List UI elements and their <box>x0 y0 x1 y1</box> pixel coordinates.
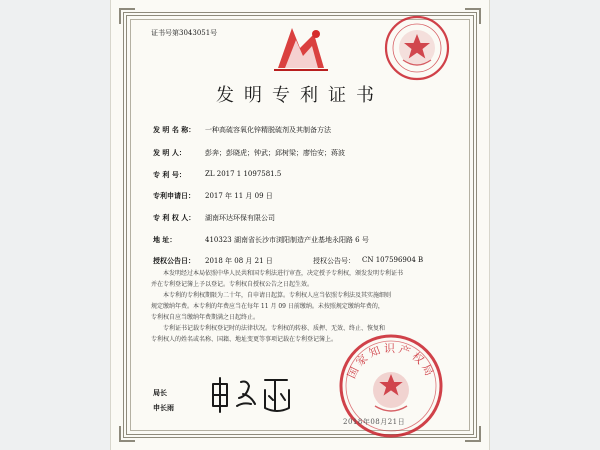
director-title-label: 局长 <box>153 388 167 397</box>
body-paragraph-line: 专利权自应当缴纳年费期满之日起终止。 <box>151 314 260 321</box>
patent-certificate <box>111 0 489 450</box>
address: 410323 湖南省长沙市浏阳制造产业基地永阳路 6 号 <box>205 236 369 244</box>
seal-date: 2018年08月21日 <box>343 418 406 426</box>
invention-name-label: 发 明 名 称： <box>153 125 196 134</box>
director-name: 申长雨 <box>153 403 174 412</box>
grant-date: 2018 年 08 月 21 日 <box>205 257 273 265</box>
corner-ornament <box>465 8 481 24</box>
certificate-title: 发明专利证书 <box>216 85 384 106</box>
corner-ornament <box>119 8 135 24</box>
body-paragraph-line: 本发明经过本局依照中华人民共和国专利法进行审查，决定授予专利权，颁发发明专利证书 <box>163 270 404 277</box>
grant-number: CN 107596904 B <box>362 256 424 264</box>
inventors: 彭奔；彭晓虎；钟武；邱树梁；廖怡安；蒋波 <box>205 149 345 157</box>
body-paragraph-line: 本专利的专利权期限为二十年，自申请日起算。专利权人应当依照专利法及其实施细则 <box>163 292 392 299</box>
certificate-number: 证书号第3043051号 <box>151 29 218 37</box>
anti-counterfeit-seal-icon <box>381 12 453 84</box>
corner-ornament <box>465 426 481 442</box>
patent-number: ZL 2017 1 1097581.5 <box>205 170 282 178</box>
grant-number-label: 授权公告号： <box>313 257 355 265</box>
patentee: 湖南环达环保有限公司 <box>205 214 275 222</box>
filing-date: 2017 年 11 月 09 日 <box>205 192 273 200</box>
body-paragraph-line: 专利证书记载专利权登记时的法律状况。专利权的转移、质押、无效、终止、恢复和 <box>163 325 386 332</box>
address-label: 地 址： <box>153 235 177 244</box>
corner-ornament <box>119 426 135 442</box>
grant-date-label: 授权公告日： <box>153 256 195 265</box>
body-paragraph-line: 专利权人的姓名或名称、国籍、地址变更等事项记载在专利登记簿上。 <box>151 336 338 343</box>
body-paragraph-line: 并在专利登记簿上予以登记。专利权自授权公告之日起生效。 <box>151 281 314 288</box>
body-paragraph-line: 规定缴纳年费。本专利的年费应当在每年 11 月 09 日前缴纳。未按照规定缴纳年费的， <box>151 303 384 310</box>
inventors-label: 发 明 人： <box>153 148 186 157</box>
svg-text:国家知识产权局: 国家知识产权局 <box>344 342 438 381</box>
patent-number-label: 专 利 号： <box>153 170 186 179</box>
patentee-label: 专 利 权 人： <box>153 213 196 222</box>
handwritten-signature-icon <box>207 372 299 416</box>
invention-name: 一种高硫容氧化锌精脱硫剂及其制备方法 <box>205 126 331 134</box>
patent-office-emblem-icon <box>270 22 332 76</box>
filing-date-label: 专利申请日： <box>153 191 195 200</box>
